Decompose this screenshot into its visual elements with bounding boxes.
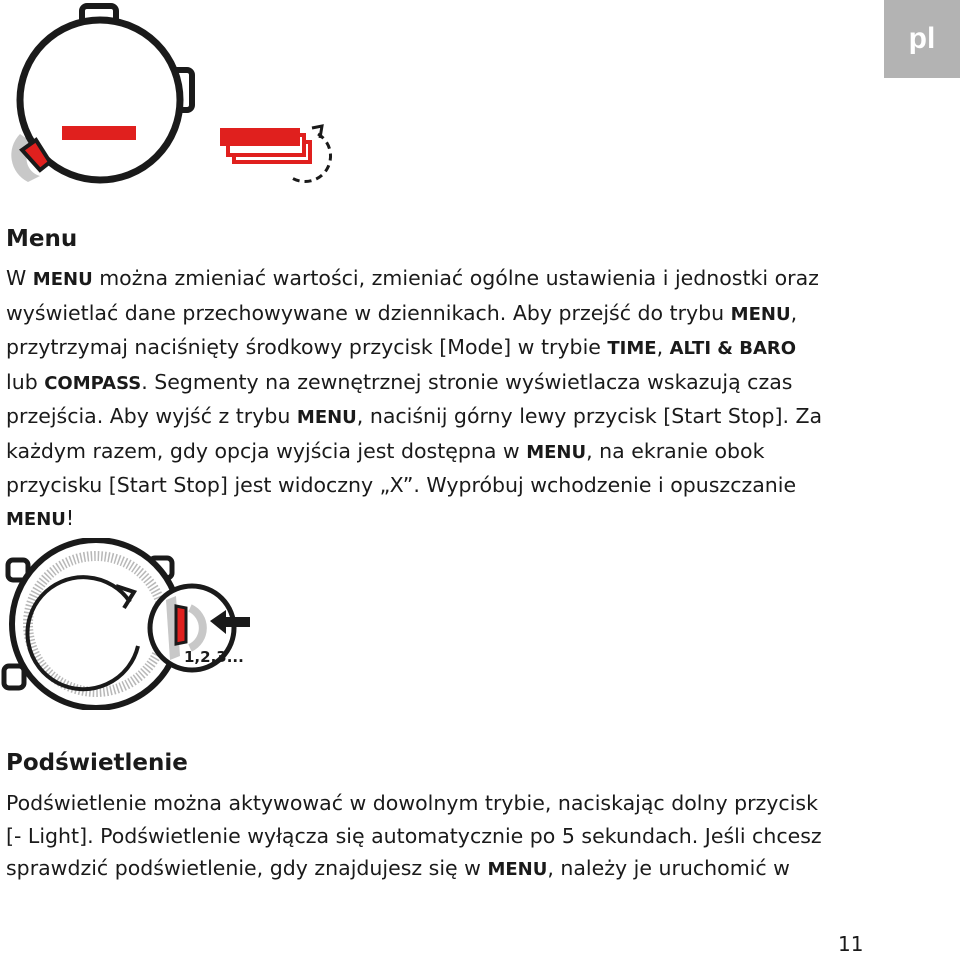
text-line: W MENU można zmieniać wartości, zmieniać ogólne ustawienia i jednostki oraz <box>6 266 819 290</box>
watch-light-illustration <box>0 538 300 710</box>
text-line: wyświetlać dane przechowywane w dziennikach. Aby przejść do trybu MENU, <box>6 300 798 325</box>
mode-keyword: MENU <box>487 859 548 880</box>
section-heading-menu: Menu <box>6 226 78 252</box>
language-tab: pl <box>884 0 960 78</box>
mode-keyword: TIME <box>607 338 657 359</box>
menu-segment <box>62 126 136 140</box>
press-count-label: 1,2,3... <box>184 648 244 666</box>
mode-keyword: COMPASS <box>44 372 142 394</box>
watch-menu-illustration <box>0 0 360 200</box>
mode-keyword: MENU <box>6 508 66 530</box>
text-line: MENU! <box>6 505 75 530</box>
text-line: przejścia. Aby wyjść z trybu MENU, naciśnij górny lewy przycisk [Start Stop]. Za <box>6 404 823 428</box>
section-heading-light: Podświetlenie <box>6 750 188 776</box>
mode-keyword: MENU <box>296 407 357 428</box>
text-line: przycisku [Start Stop] jest widoczny „X”. Wypróbuj wchodzenie i opuszczanie <box>6 473 797 497</box>
text-line: [- Light]. Podświetlenie wyłącza się automatycznie po 5 sekundach. Jeśli chcesz <box>6 823 822 848</box>
menu-paragraph <box>6 262 906 536</box>
text-line: lub COMPASS. Segmenty na zewnętrznej stronie wyświetlacza wskazują czas <box>6 369 793 394</box>
mode-keyword: MENU <box>32 269 93 290</box>
mode-keyword: ALTI & BARO <box>669 338 797 359</box>
page-number: 11 <box>838 932 864 956</box>
menu-segments-stack-icon <box>220 128 310 162</box>
text-line: każdym razem, gdy opcja wyjścia jest dostępna w MENU, na ekranie obok <box>6 438 765 463</box>
mode-keyword: MENU <box>526 441 587 463</box>
text-line: Podświetlenie można aktywować w dowolnym trybie, naciskając dolny przycisk <box>6 791 818 815</box>
light-paragraph <box>6 787 906 887</box>
light-button-highlight <box>176 606 186 644</box>
text-line: przytrzymaj naciśnięty środkowy przycisk [Mode] w trybie TIME, ALTI & BARO <box>6 335 797 359</box>
mode-keyword: MENU <box>730 303 791 325</box>
text-line: sprawdzić podświetlenie, gdy znajdujesz się w MENU, należy je uruchomić w <box>6 856 790 880</box>
